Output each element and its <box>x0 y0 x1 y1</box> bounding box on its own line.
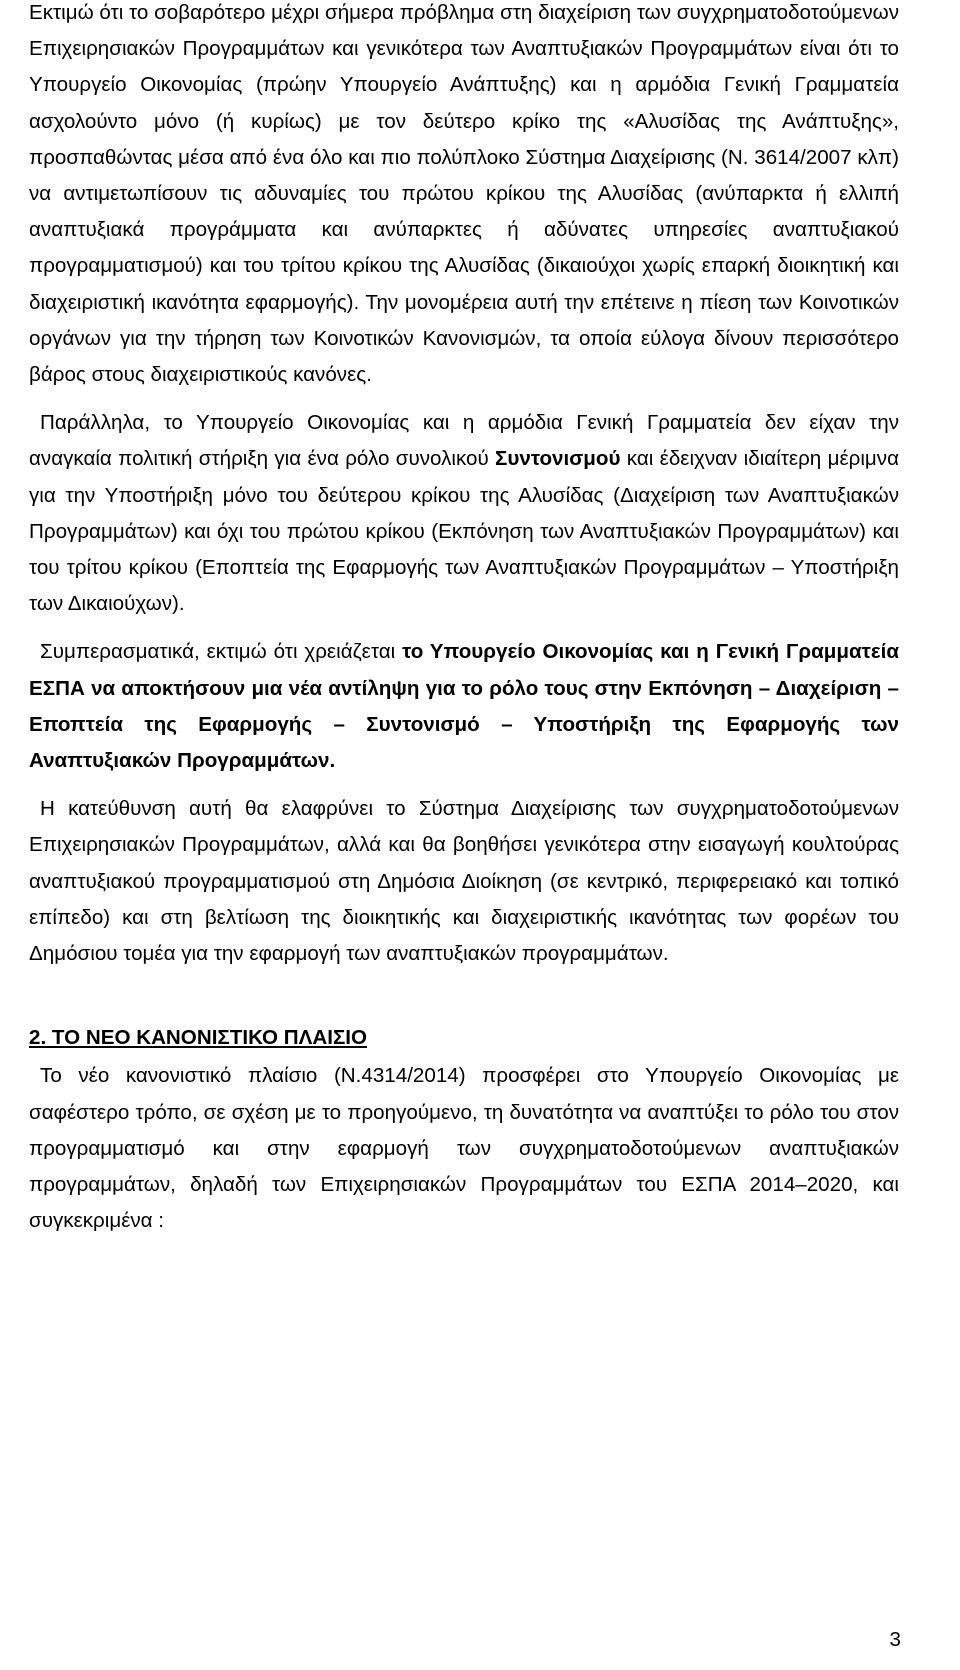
paragraph-new-framework: Το νέο κανονιστικό πλαίσιο (Ν.4314/2014) προσφέρει στο Υπουργείο Οικονομίας με σαφέστερο τρόπο, σε σχέση με το προηγούμενο, τη δυνατότητα να αναπτύξει το ρόλο του στον προγραμματισμό και στην εφαρμογή των συγχρηματοδοτούμενων αναπτυξιακών προγραμμάτων, δηλαδή των Επιχειρησιακών Προγραμμάτων του ΕΣΠΑ 2014–2020, και συγκεκριμένα : <box>29 1064 899 1233</box>
page-number: 3 <box>889 1628 901 1651</box>
paragraph-management-problem: Εκτιμώ ότι το σοβαρότερο μέχρι σήμερα πρόβλημα στη διαχείριση των συγχρηματοδοτούμενων Επιχειρησιακών Προγραμμάτων και γενικότερα των Αναπτυξιακών Προγραμμάτων είναι ότι το Υπουργείο Οικονομίας (πρώην Υπουργείο Ανάπτυξης) και η αρμόδια Γενική Γραμματεία ασχολούντο μόνο (ή κυρίως) με τον δεύτερο κρίκο της «Αλυσίδας της Ανάπτυξης», προσπαθώντας μέσα από ένα όλο και πιο πολύπλοκο Σύστημα Διαχείρισης (Ν. 3614/2007 κλπ) να αντιμετωπίσουν τις αδυναμίες του πρώτου κρίκου της Αλυσίδας (ανύπαρκτα ή ελλιπή αναπτυξιακά προγράμματα και ανύπαρκτες ή αδύνατες υπηρεσίες αναπτυξιακού προγραμματισμού) και του τρίτου κρίκου της Αλυσίδας (δικαιούχοι χωρίς επαρκή διοικητική και διαχειριστική ικανότητα εφαρμογής). Την μονομέρεια αυτή την επέτεινε η πίεση των Κοινοτικών οργάνων για την τήρηση των Κοινοτικών Κανονισμών, τα οποία εύλογα δίνουν περισσότερο βάρος στους διαχειριστικούς κανόνες. <box>29 1 899 387</box>
paragraph-direction: Η κατεύθυνση αυτή θα ελαφρύνει το Σύστημα Διαχείρισης των συγχρηματοδοτούμενων Επιχειρησιακών Προγραμμάτων, αλλά και θα βοηθήσει γενικότερα στην εισαγωγή κουλτούρας αναπτυξιακού προγραμματισμού στη Δημόσια Διοίκηση (σε κεντρικό, περιφερειακό και τοπικό επίπεδο) και στη βελτίωση της διοικητικής και διαχειριστικής ικανότητας των φορέων του Δημόσιου τομέα για την εφαρμογή των αναπτυξιακών προγραμμάτων. <box>29 797 899 966</box>
paragraph-text: Συμπερασματικά, εκτιμώ ότι χρειάζεται <box>40 640 403 664</box>
paragraph-text: Παράλληλα, το Υπουργείο Οικονομίας και η αρμόδια Γενική Γραμματεία δεν είχαν την αναγκαία πολιτική στήριξη για ένα ρόλο συνολικού <box>29 411 899 471</box>
bold-conclusion-statement: το Υπουργείο Οικονομίας και η Γενική Γραμματεία ΕΣΠΑ να αποκτήσουν μια νέα αντίληψη για το ρόλο τους στην Εκπόνηση – Διαχείριση – Εποπτεία της Εφαρμογής – Συντονισμό – Υποστήριξη της Εφαρμογής των Αναπτυξιακών Προγραμμάτων. <box>29 640 899 773</box>
paragraph-text: και έδειχναν ιδιαίτερη μέριμνα για την Υποστήριξη μόνο του δεύτερου κρίκου της Αλυσίδας (Διαχείριση των Αναπτυξιακών Προγραμμάτων) και όχι του πρώτου κρίκου (Εκπόνηση των Αναπτυξιακών Προγραμμάτων) και του τρίτου κρίκου (Εποπτεία της Εφαρμογής των Αναπτυξιακών Προγραμμάτων – Υποστήριξη των Δικαιούχων). <box>29 447 899 616</box>
paragraph-conclusion <box>29 634 899 779</box>
section-heading-new-framework: 2. ΤΟ ΝΕΟ ΚΑΝΟΝΙΣΤΙΚΟ ΠΛΑΙΣΙΟ <box>29 1026 368 1050</box>
paragraph-political-support <box>29 405 899 622</box>
document-page <box>29 0 899 1240</box>
bold-term-coordination: Συντονισμού <box>495 447 621 471</box>
